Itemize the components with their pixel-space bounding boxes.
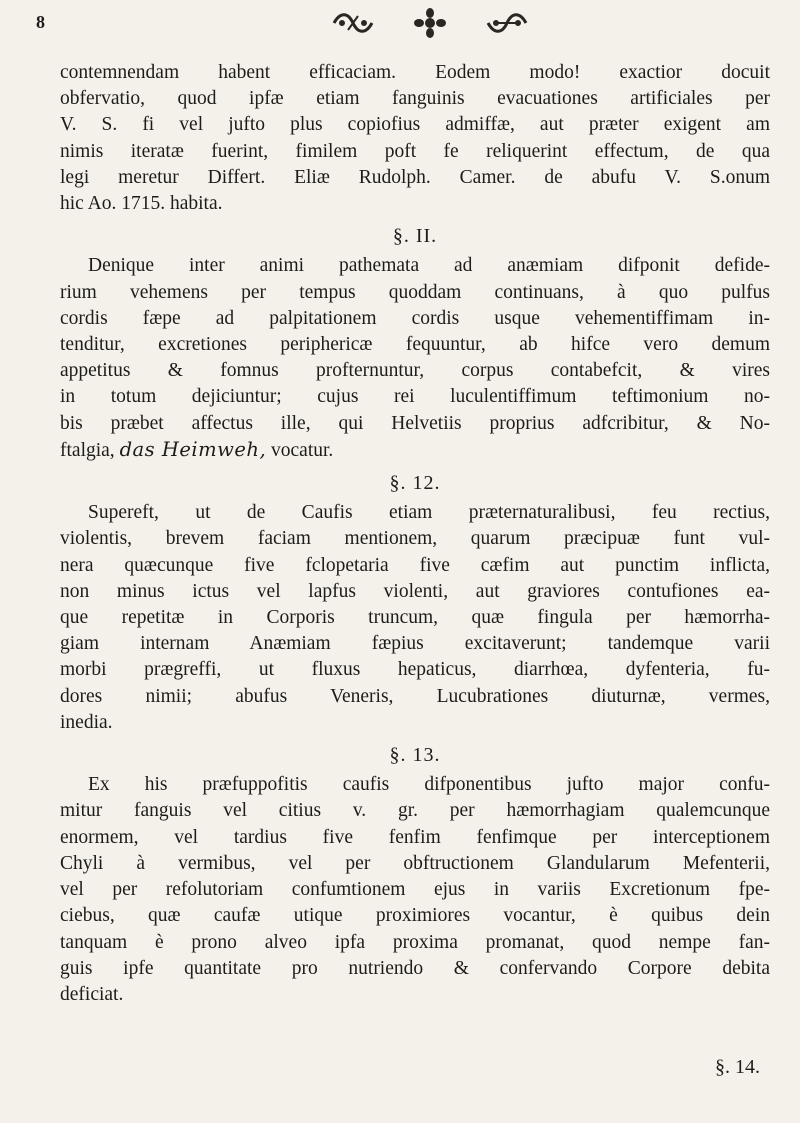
text-line: V. S. fi vel jufto plus copiofius admiffæ, aut præter exigent am [60, 114, 770, 136]
page-header [0, 8, 800, 42]
text-line: violentis, brevem faciam mentionem, quarum præcipuæ funt vul- [60, 528, 770, 550]
text-fragment: ftalgia, [60, 439, 120, 461]
text-line: non minus ictus vel lapfus violenti, aut graviores contufiones ea- [60, 580, 770, 602]
text-line: hic Ao. 1715. habita. [60, 193, 223, 215]
section-heading-12: §. 12. [389, 472, 441, 495]
text-line: tanquam è prono alveo ipfa proxima promanat, quod nempe fan- [60, 931, 770, 953]
text-line: giam internam Anæmiam fæpius excitaverunt; tandemque varii [60, 633, 770, 655]
section-11-paragraph [60, 253, 770, 464]
text-line: tenditur, excretiones periphericæ fequuntur, ab hifce vero demum [60, 334, 770, 356]
text-line: Chyli à vermibus, vel per obftructionem Glandularum Mefenterii, [60, 852, 770, 874]
text-line: vel per refolutoriam confumtionem ejus in variis Excretionum fpe- [60, 879, 770, 901]
text-line: dores nimii; abufus Veneris, Lucubrationes diuturnæ, vermes, [60, 685, 770, 707]
section-heading-13: §. 13. [389, 744, 441, 767]
text-fragment: vocatur. [266, 439, 334, 461]
text-line: Supereft, ut de Caufis etiam præternaturalibusi, feu rectius, [88, 502, 770, 524]
left-fleuron-icon [330, 10, 376, 36]
text-line: in totum dejiciuntur; cujus rei luculentiffimum teftimonium no- [60, 386, 770, 408]
text-line: guis ipfe quantitate pro nutriendo & confervando Corpore debita [60, 957, 770, 979]
text-line: que repetitæ in Corporis truncum, quæ fingula per hæmorrha- [60, 607, 770, 629]
text-line: obfervatio, quod ipfæ etiam fanguinis evacuationes artificiales per [60, 88, 770, 110]
text-line [60, 437, 770, 464]
section-heading-11: §. II. [392, 225, 438, 248]
german-term: das Heimweh, [119, 437, 267, 461]
text-line: Denique inter animi pathemata ad anæmiam difponit defide- [88, 255, 770, 277]
paragraph-continuation [60, 60, 770, 217]
page-number: 8 [36, 12, 45, 32]
text-line: nimis iteratæ fuerint, fimilem poft fe reliquerint effectum, de qua [60, 140, 770, 162]
text-line: bis præbet affectus ille, qui Helvetiis proprius adfcribitur, & No- [60, 412, 770, 434]
text-line: Ex his præfuppofitis caufis difponentibus jufto major confu- [88, 774, 770, 796]
text-line: inedia. [60, 711, 113, 733]
text-line: cordis fæpe ad palpitationem cordis usque vehementiffimam in- [60, 307, 770, 329]
text-line: morbi prægreffi, ut fluxus hepaticus, diarrhœa, dyfenteria, fu- [60, 659, 770, 681]
text-line: ciebus, quæ caufæ utique proximiores vocantur, è quibus dein [60, 905, 770, 927]
text-line: mitur fanguis vel citius v. gr. per hæmorrhagiam qualemcunque [60, 800, 770, 822]
header-ornaments [330, 8, 530, 38]
section-13-paragraph [60, 772, 770, 1008]
text-line: nera quæcunque five fclopetaria five cæfim aut punctim inflicta, [60, 554, 770, 576]
text-line: appetitus & fomnus profternuntur, corpus contabefcit, & vires [60, 360, 770, 382]
text-line: enormem, vel tardius five fenfim fenfimque per interceptionem [60, 826, 770, 848]
catchword: §. 14. [715, 1056, 760, 1078]
text-line: rium vehemens per tempus quoddam continuans, à quo pulfus [60, 281, 770, 303]
text-line: legi meretur Differt. Eliæ Rudolph. Camer. de abufu V. S.onum [60, 166, 770, 188]
body-text [60, 60, 770, 1008]
center-flower-icon [412, 8, 448, 38]
text-line: contemnendam habent efficaciam. Eodem modo! exactior docuit [60, 62, 770, 83]
section-12-paragraph [60, 500, 770, 736]
text-line: deficiat. [60, 983, 124, 1005]
right-fleuron-icon [484, 10, 530, 36]
